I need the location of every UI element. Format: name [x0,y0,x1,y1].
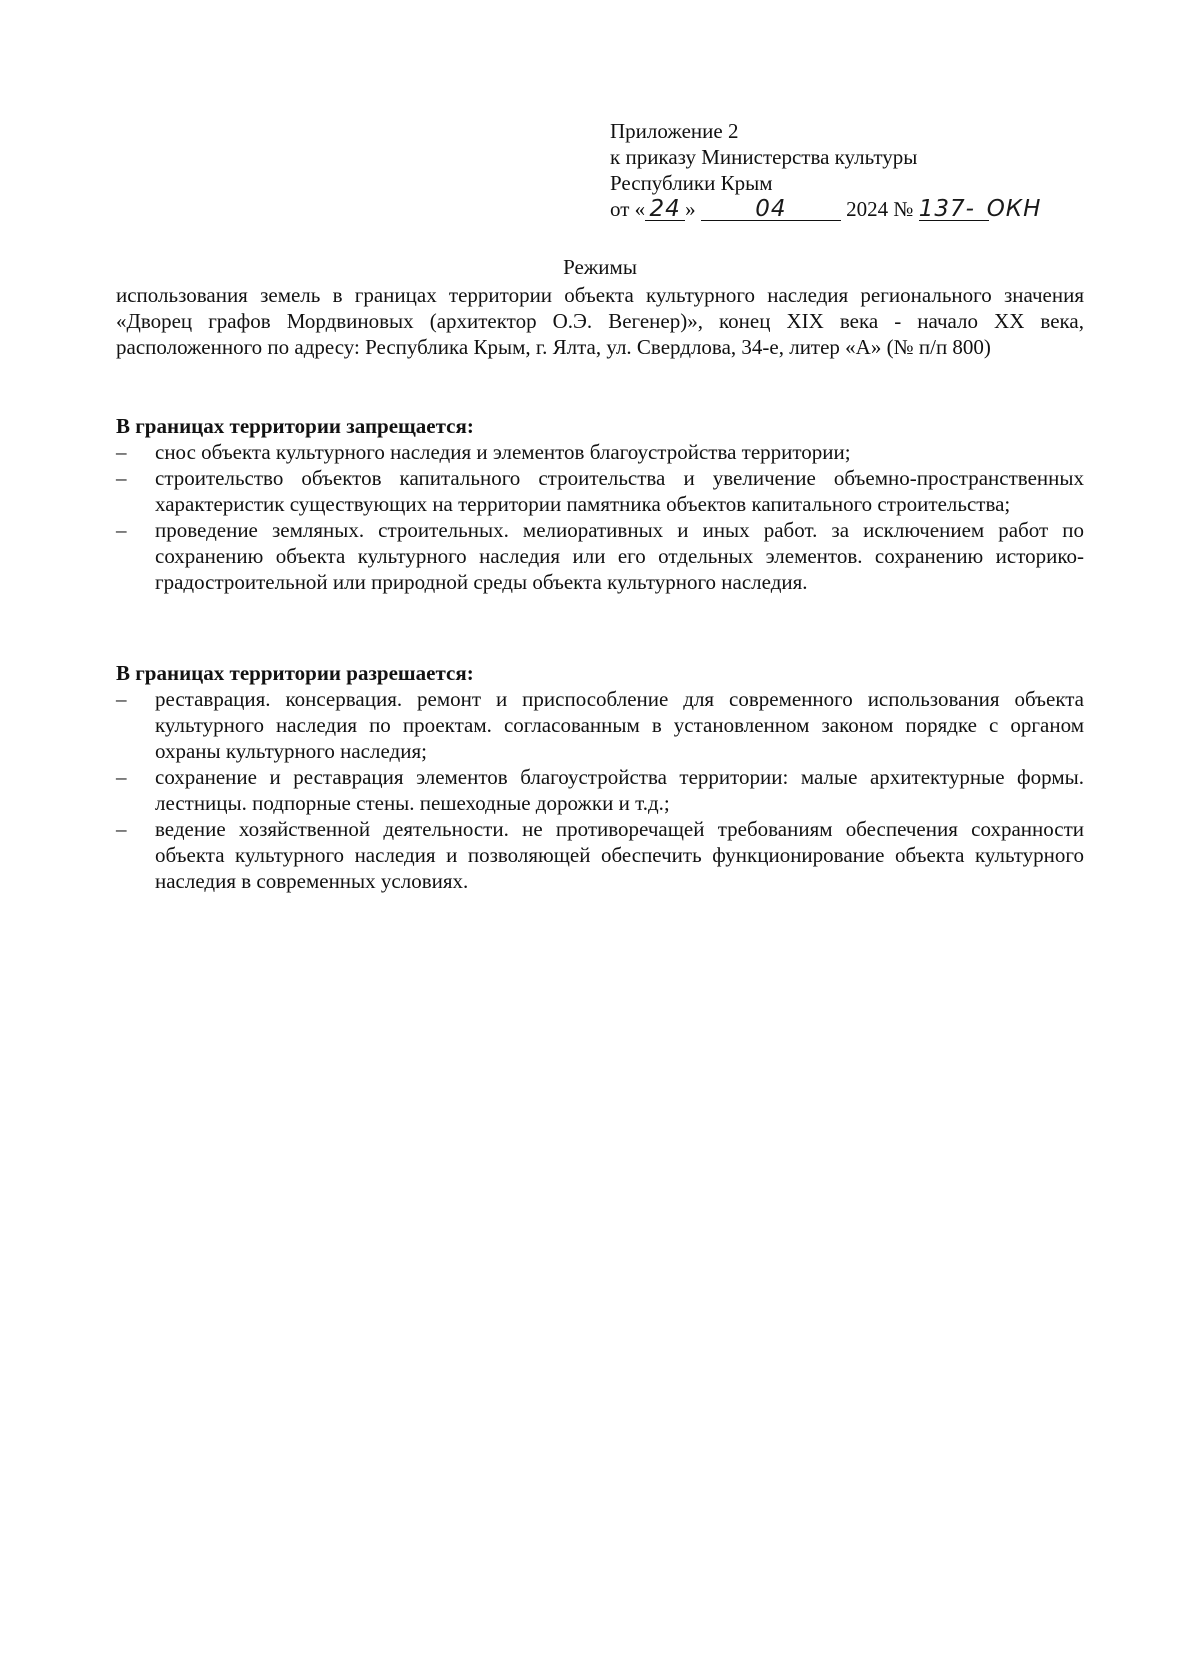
list-item [116,517,1084,595]
list-item [116,686,1084,764]
appendix-order-ref: к приказу Министерства культуры [610,145,918,169]
allowed-heading: В границах территории разрешается: [116,661,474,685]
dash-bullet: – [116,440,127,464]
date-close-quote: » [685,197,696,221]
handwritten-month: 04 [701,198,841,221]
document-title: Режимы [563,255,637,279]
date-prefix: от « [610,197,646,221]
list-item-text: реставрация. консервация. ремонт и приспособление для современного использования объекта культурного наследия по проектам. согласованным в установленном законом порядке с органом охраны культурного наследия; [155,687,1084,763]
dash-bullet: – [116,466,127,490]
document-intro: использования земель в границах территории объекта культурного наследия регионального значения «Дворец графов Мордвиновых (архитектор О.Э. Вегенер)», конец XIX века - начало XX века, расположенного по адресу: Республика Крым, г. Ялта, ул. Свердлова, 34-е, литер «А» (№ п/п 800) [116,283,1084,359]
handwritten-order-suffix: ОКН [986,196,1042,222]
list-item-text: проведение земляных. строительных. мелиоративных и иных работ. за исключением работ по сохранению объекта культурного наследия или его отдельных элементов. сохранению историко-градостроительной или природной среды объекта культурного наследия. [155,518,1084,594]
order-date-line [610,196,1130,222]
list-item-text: сохранение и реставрация элементов благоустройства территории: малые архитектурные формы. лестницы. подпорные стены. пешеходные дорожки и т.д.; [155,765,1084,815]
list-item-text: строительство объектов капитального строительства и увеличение объемно-пространственных характеристик существующих на территории памятника объектов капитального строительства; [155,466,1084,516]
allowed-section [116,660,1084,894]
list-item [116,465,1084,517]
dash-bullet: – [116,687,127,711]
list-item-text: снос объекта культурного наследия и элементов благоустройства территории; [155,440,851,464]
list-item-text: ведение хозяйственной деятельности. не противоречащей требованиям обеспечения сохранности объекта культурного наследия и позволяющей обеспечить функционирование объекта культурного наследия в современных условиях. [155,817,1084,893]
dash-bullet: – [116,765,127,789]
prohibited-section [116,413,1084,595]
dash-bullet: – [116,518,127,542]
list-item [116,439,1084,465]
appendix-title: Приложение 2 [610,119,739,143]
prohibited-heading: В границах территории запрещается: [116,414,474,438]
list-item [116,816,1084,894]
appendix-region: Республики Крым [610,171,773,195]
handwritten-day: 24 [645,198,685,221]
appendix-header [610,118,1130,222]
list-item [116,764,1084,816]
dash-bullet: – [116,817,127,841]
year-number-label: 2024 № [846,197,914,221]
handwritten-order-number: 137- [919,198,989,221]
